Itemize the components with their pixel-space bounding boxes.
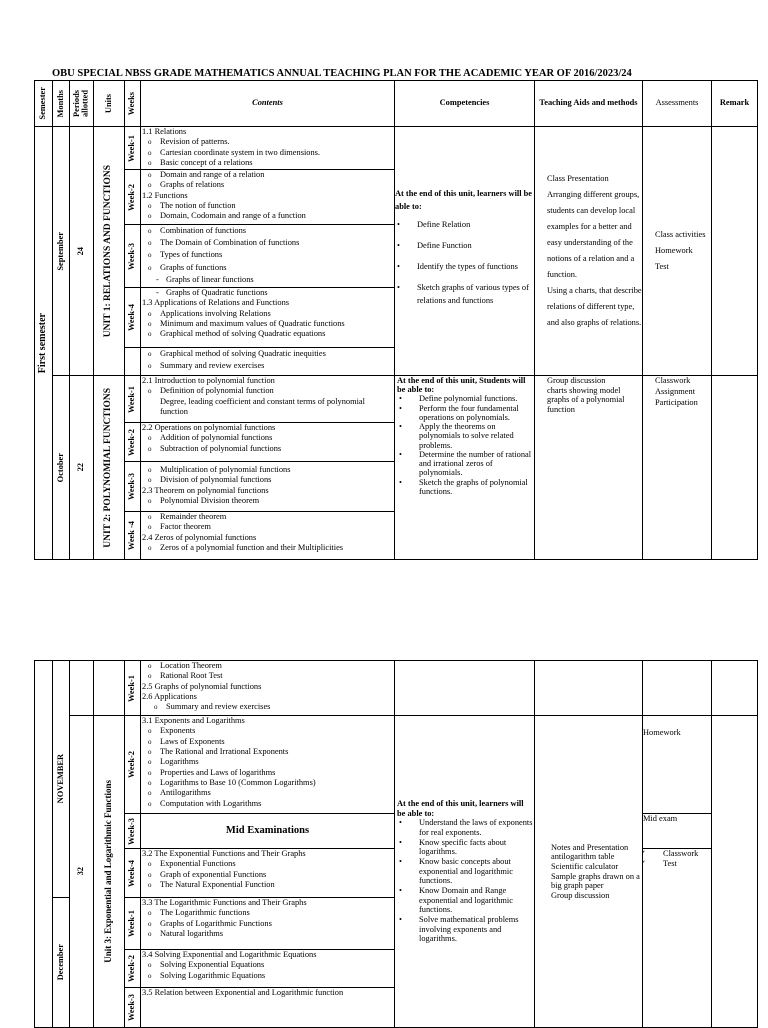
month-november: NOVEMBER: [53, 661, 70, 898]
header-competencies: Competencies: [395, 81, 535, 127]
unit-2-label: UNIT 2: POLYNOMIAL FUNCTIONS: [94, 376, 125, 560]
content-u2-week2: 2.2 Operations on polynomial functions o Addition of polynomial functions o Subtraction of polynomial functions: [141, 423, 395, 462]
remark-unit-3: [712, 716, 758, 1028]
header-units: Units: [94, 81, 125, 127]
content-p2-row5: 3.3 The Logarithmic Functions and Their Graphs o The Logarithmic functions o Graphs of Logarithmic Functions o Natural logarithms: [141, 898, 395, 950]
month-october: October: [53, 376, 70, 560]
aids-empty: [535, 661, 643, 716]
week-label: Week-2: [125, 950, 141, 988]
week-label: Week-2: [125, 716, 141, 814]
content-u1-week1: 1.1 Relations o Revision of patterns. o Cartesian coordinate system in two dimensions. o Basic concept of a relations: [141, 127, 395, 170]
week-label: Week-4: [125, 288, 141, 348]
mid-examinations: Mid Examinations: [141, 814, 395, 849]
header-semester: Semester: [35, 81, 53, 127]
header-contents: Contents: [141, 81, 395, 127]
aids-unit-2: ✓ Group discussion ✓ charts showing model graphs of a polynomial function: [535, 376, 643, 560]
month-september: September: [53, 127, 70, 376]
week-label: Week-1: [125, 898, 141, 950]
assessment-mid-exam: Mid exam: [643, 814, 712, 849]
competencies-unit-1: At the end of this unit, learners will be able to: • Define Relation • Define Function • Identify the types of functions • Sketch graphs of various types of relations and functions: [395, 127, 535, 376]
document-title: OBU SPECIAL NBSS GRADE MATHEMATICS ANNUAL TEACHING PLAN FOR THE ACADEMIC YEAR OF 2016/2023/24: [52, 68, 632, 79]
periods-september: 24: [70, 127, 94, 376]
unit-empty: [94, 661, 125, 716]
week-label: Week-3: [125, 988, 141, 1028]
week-label: Week-3: [125, 462, 141, 512]
periods-empty: [70, 661, 94, 716]
remark-empty: [712, 661, 758, 716]
unit-1-label: UNIT 1: RELATIONS AND FUNCTIONS: [94, 127, 125, 376]
content-p2-row4: 3.2 The Exponential Functions and Their Graphs o Exponential Functions o Graph of exponential Functions o The Natural Exponential Function: [141, 849, 395, 898]
content-u1-week3: o Combination of functions o The Domain of Combination of functions o Types of functions o Graphs of functions - Graphs of linear functions: [141, 225, 395, 288]
header-remark: Remark: [712, 81, 758, 127]
week-label: Week-4: [125, 849, 141, 898]
periods-unit-3: 32: [70, 716, 94, 1028]
competencies-empty: [395, 661, 535, 716]
assessment-unit-1: ✓ Class activities ✓ Homework ✓ Test: [643, 127, 712, 376]
content-p2-row2: 3.1 Exponents and Logarithms o Exponents o Laws of Exponents o The Rational and Irrational Exponents o Logarithms o Properties and Laws of logarithms o Logarithms to Base 10 (Common Logarithms) o Antilogarithms o Computation with Logarithms: [141, 716, 395, 814]
content-u1-week4: - Graphs of Quadratic functions 1.3 Applications of Relations and Functions o Applications involving Relations o Minimum and maximum values of Quadratic functions o Graphical method of solving Quadratic equations: [141, 288, 395, 348]
assessment-empty: [643, 661, 712, 716]
week-label: Week-1: [125, 127, 141, 170]
assessment-unit-3: ✓ Classwork ✓ Test: [643, 849, 712, 1028]
content-u2-week4: o Remainder theorem o Factor theorem 2.4 Zeros of polynomial functions o Zeros of a polynomial function and their Multiplicities: [141, 512, 395, 560]
assessment-homework: Homework: [643, 716, 712, 814]
header-periods: Periods allotted: [70, 81, 94, 127]
competencies-unit-2: At the end of this unit, Students will be able to: • Define polynomial functions. • Perform the four fundamental operations on polynomials. • Apply the theorems on polynomials to solve related problems. • Determine the number of rational and irrational zeros of polynomials. • Sketch the graphs of polynomial functions.: [395, 376, 535, 560]
assessment-unit-2: ✓ Classwork ✓ Assignment ✓ Participation: [643, 376, 712, 560]
remark-unit-1: [712, 127, 758, 376]
unit-3-label: Unit 3: Exponential and Logarithmic Functions: [94, 716, 125, 1028]
competencies-unit-3: At the end of this unit, learners will be able to: • Understand the laws of exponents for real exponents. • Know specific facts about logarithms. • Know basic concepts about exponential and logarithmic functions. • Know Domain and Range exponential and logarithmic functions. • Solve mathematical problems involving exponents and logarithms.: [395, 716, 535, 1028]
periods-october: 22: [70, 376, 94, 560]
week-label: Week-3: [125, 225, 141, 288]
semester-cell: First semester: [35, 127, 53, 560]
content-u1-week5: o Graphical method of solving Quadratic inequities o Summary and review exercises: [141, 348, 395, 376]
week-label: Week-3: [125, 814, 141, 849]
week-label: Week-2: [125, 170, 141, 225]
aids-unit-3: ✓ Notes and Presentation ✓ antilogarithm table ✓ Scientific calculator ✓ Sample graphs drawn on a big graph paper ✓ Group discussion: [535, 716, 643, 1028]
teaching-plan-table-2: [34, 660, 758, 1028]
week-label: Week-1: [125, 661, 141, 716]
header-row: [35, 81, 758, 127]
content-u2-week1: 2.1 Introduction to polynomial function o Definition of polynomial function o Degree, leading coefficient and constant terms of polynomial function: [141, 376, 395, 423]
header-aids: Teaching Aids and methods: [535, 81, 643, 127]
semester-empty: [35, 661, 53, 1028]
content-p2-row7: 3.5 Relation between Exponential and Logarithmic function: [141, 988, 395, 1028]
teaching-plan-table-1: [34, 80, 758, 560]
week-label: Week-2: [125, 423, 141, 462]
header-months: Months: [53, 81, 70, 127]
remark-unit-2: [712, 376, 758, 560]
week-label: Week -4: [125, 512, 141, 560]
content-p2-row6: 3.4 Solving Exponential and Logarithmic Equations o Solving Exponential Equations o Solving Logarithmic Equations: [141, 950, 395, 988]
header-weeks: Weeks: [125, 81, 141, 127]
week-empty: [125, 348, 141, 376]
week-label: Week-1: [125, 376, 141, 423]
content-p2-row1: o Location Theorem o Rational Root Test 2.5 Graphs of polynomial functions 2.6 Applications o Summary and review exercises: [141, 661, 395, 716]
header-assessments: Assessments: [643, 81, 712, 127]
content-u1-week2: o Domain and range of a relation o Graphs of relations 1.2 Functions o The notion of function o Domain, Codomain and range of a function: [141, 170, 395, 225]
month-december: December: [53, 898, 70, 1028]
content-u2-week3: o Multiplication of polynomial functions o Division of polynomial functions 2.3 Theorem on polynomial functions o Polynomial Division theorem: [141, 462, 395, 512]
aids-unit-1: ✓ Class Presentation ✓ Arranging different groups, students can develop local examples for a better and easy understanding of the notions of a relation and a function. ✓ Using a charts, that describe relations of different type, and also graphs of relations.: [535, 127, 643, 376]
